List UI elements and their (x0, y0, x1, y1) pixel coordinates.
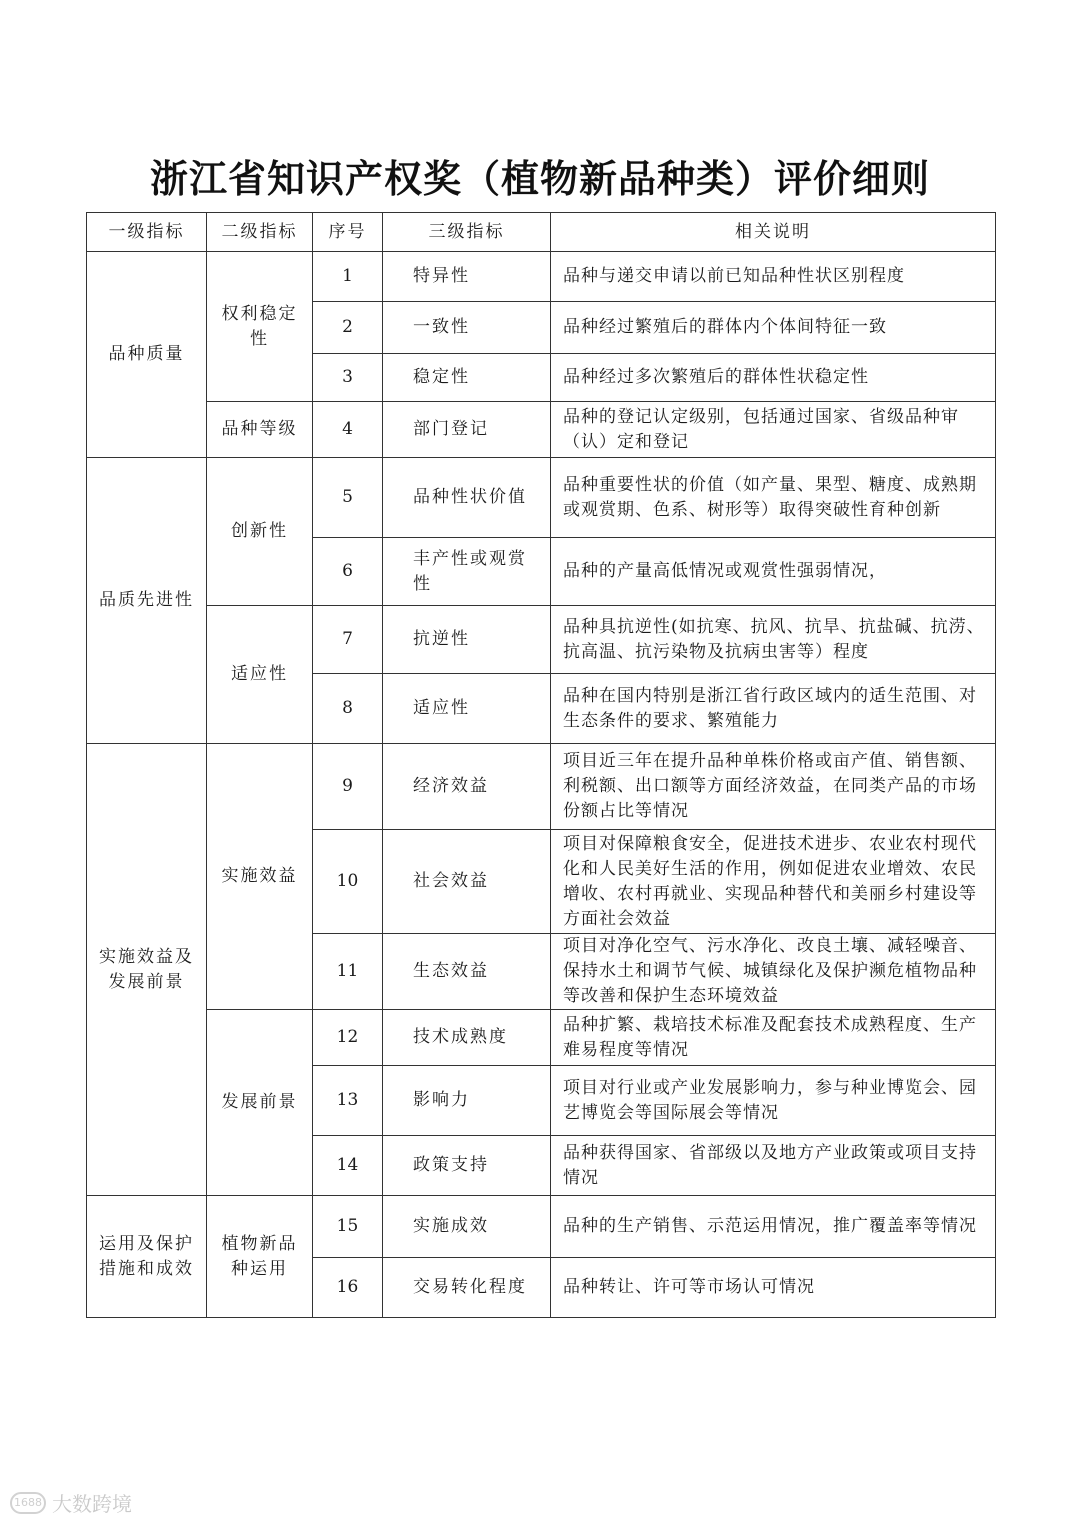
seq-cell: 5 (313, 458, 383, 538)
desc-cell: 品种与递交申请以前已知品种性状区别程度 (551, 252, 996, 302)
seq-cell: 1 (313, 252, 383, 302)
level3-cell: 一致性 (383, 302, 551, 354)
level2-cell: 品种等级 (207, 402, 313, 458)
seq-cell: 11 (313, 934, 383, 1010)
level1-cell: 品质先进性 (87, 458, 207, 744)
desc-cell: 品种的生产销售、示范运用情况，推广覆盖率等情况 (551, 1196, 996, 1258)
desc-cell: 项目对保障粮食安全，促进技术进步、农业农村现代化和人民美好生活的作用，例如促进农业增效、农民增收、农村再就业、实现品种替代和美丽乡村建设等方面社会效益 (551, 830, 996, 934)
level3-cell: 稳定性 (383, 354, 551, 402)
level2-cell: 适应性 (207, 606, 313, 744)
seq-cell: 4 (313, 402, 383, 458)
header-seq: 序号 (313, 213, 383, 252)
table-header-row (87, 213, 996, 252)
seq-cell: 10 (313, 830, 383, 934)
level2-cell: 创新性 (207, 458, 313, 606)
desc-cell: 品种在国内特别是浙江省行政区域内的适生范围、对生态条件的要求、繁殖能力 (551, 674, 996, 744)
level3-cell: 特异性 (383, 252, 551, 302)
seq-cell: 3 (313, 354, 383, 402)
seq-cell: 16 (313, 1258, 383, 1318)
page-title: 浙江省知识产权奖（植物新品种类）评价细则 (149, 157, 930, 201)
header-level1: 一级指标 (87, 213, 207, 252)
desc-cell: 品种的登记认定级别，包括通过国家、省级品种审（认）定和登记 (551, 402, 996, 458)
seq-cell: 14 (313, 1136, 383, 1196)
level2-cell: 实施效益 (207, 744, 313, 1010)
level2-cell: 植物新品种运用 (207, 1196, 313, 1318)
header-desc: 相关说明 (551, 213, 996, 252)
level1-cell: 实施效益及发展前景 (87, 744, 207, 1196)
desc-cell: 品种扩繁、栽培技术标准及配套技术成熟程度、生产难易程度等情况 (551, 1010, 996, 1066)
level2-cell: 发展前景 (207, 1010, 313, 1196)
table-row (87, 1196, 996, 1258)
level3-cell: 技术成熟度 (383, 1010, 551, 1066)
level3-cell: 社会效益 (383, 830, 551, 934)
watermark (10, 1488, 132, 1517)
seq-cell: 15 (313, 1196, 383, 1258)
watermark-logo-icon: 1688 (10, 1492, 46, 1514)
desc-cell: 品种转让、许可等市场认可情况 (551, 1258, 996, 1318)
header-level2: 二级指标 (207, 213, 313, 252)
seq-cell: 6 (313, 538, 383, 606)
level3-cell: 实施成效 (383, 1196, 551, 1258)
table-row (87, 402, 996, 458)
table-row (87, 606, 996, 674)
level3-cell: 政策支持 (383, 1136, 551, 1196)
table-row (87, 1010, 996, 1066)
level3-cell: 生态效益 (383, 934, 551, 1010)
header-level3: 三级指标 (383, 213, 551, 252)
desc-cell: 品种经过繁殖后的群体内个体间特征一致 (551, 302, 996, 354)
level3-cell: 品种性状价值 (383, 458, 551, 538)
desc-cell: 品种重要性状的价值（如产量、果型、糖度、成熟期或观赏期、色系、树形等）取得突破性育种创新 (551, 458, 996, 538)
desc-cell: 品种的产量高低情况或观赏性强弱情况， (551, 538, 996, 606)
seq-cell: 12 (313, 1010, 383, 1066)
desc-cell: 品种经过多次繁殖后的群体性状稳定性 (551, 354, 996, 402)
desc-cell: 品种具抗逆性(如抗寒、抗风、抗旱、抗盐碱、抗涝、抗高温、抗污染物及抗病虫害等）程度 (551, 606, 996, 674)
level1-cell: 品种质量 (87, 252, 207, 458)
level3-cell: 抗逆性 (383, 606, 551, 674)
criteria-table (86, 212, 996, 1318)
desc-cell: 项目对行业或产业发展影响力，参与种业博览会、园艺博览会等国际展会等情况 (551, 1066, 996, 1136)
seq-cell: 7 (313, 606, 383, 674)
desc-cell: 品种获得国家、省部级以及地方产业政策或项目支持情况 (551, 1136, 996, 1196)
seq-cell: 13 (313, 1066, 383, 1136)
seq-cell: 9 (313, 744, 383, 830)
level3-cell: 交易转化程度 (383, 1258, 551, 1318)
level3-cell: 部门登记 (383, 402, 551, 458)
watermark-text: 大数跨境 (52, 1492, 132, 1516)
level2-cell: 权利稳定性 (207, 252, 313, 402)
table-row (87, 744, 996, 830)
level3-cell: 适应性 (383, 674, 551, 744)
level3-cell: 丰产性或观赏性 (383, 538, 551, 606)
table-row (87, 458, 996, 538)
seq-cell: 8 (313, 674, 383, 744)
desc-cell: 项目近三年在提升品种单株价格或亩产值、销售额、利税额、出口额等方面经济效益，在同类产品的市场份额占比等情况 (551, 744, 996, 830)
level3-cell: 经济效益 (383, 744, 551, 830)
level3-cell: 影响力 (383, 1066, 551, 1136)
level1-cell: 运用及保护措施和成效 (87, 1196, 207, 1318)
table-row (87, 252, 996, 302)
seq-cell: 2 (313, 302, 383, 354)
desc-cell: 项目对净化空气、污水净化、改良土壤、减轻噪音、保持水土和调节气候、城镇绿化及保护濒危植物品种等改善和保护生态环境效益 (551, 934, 996, 1010)
